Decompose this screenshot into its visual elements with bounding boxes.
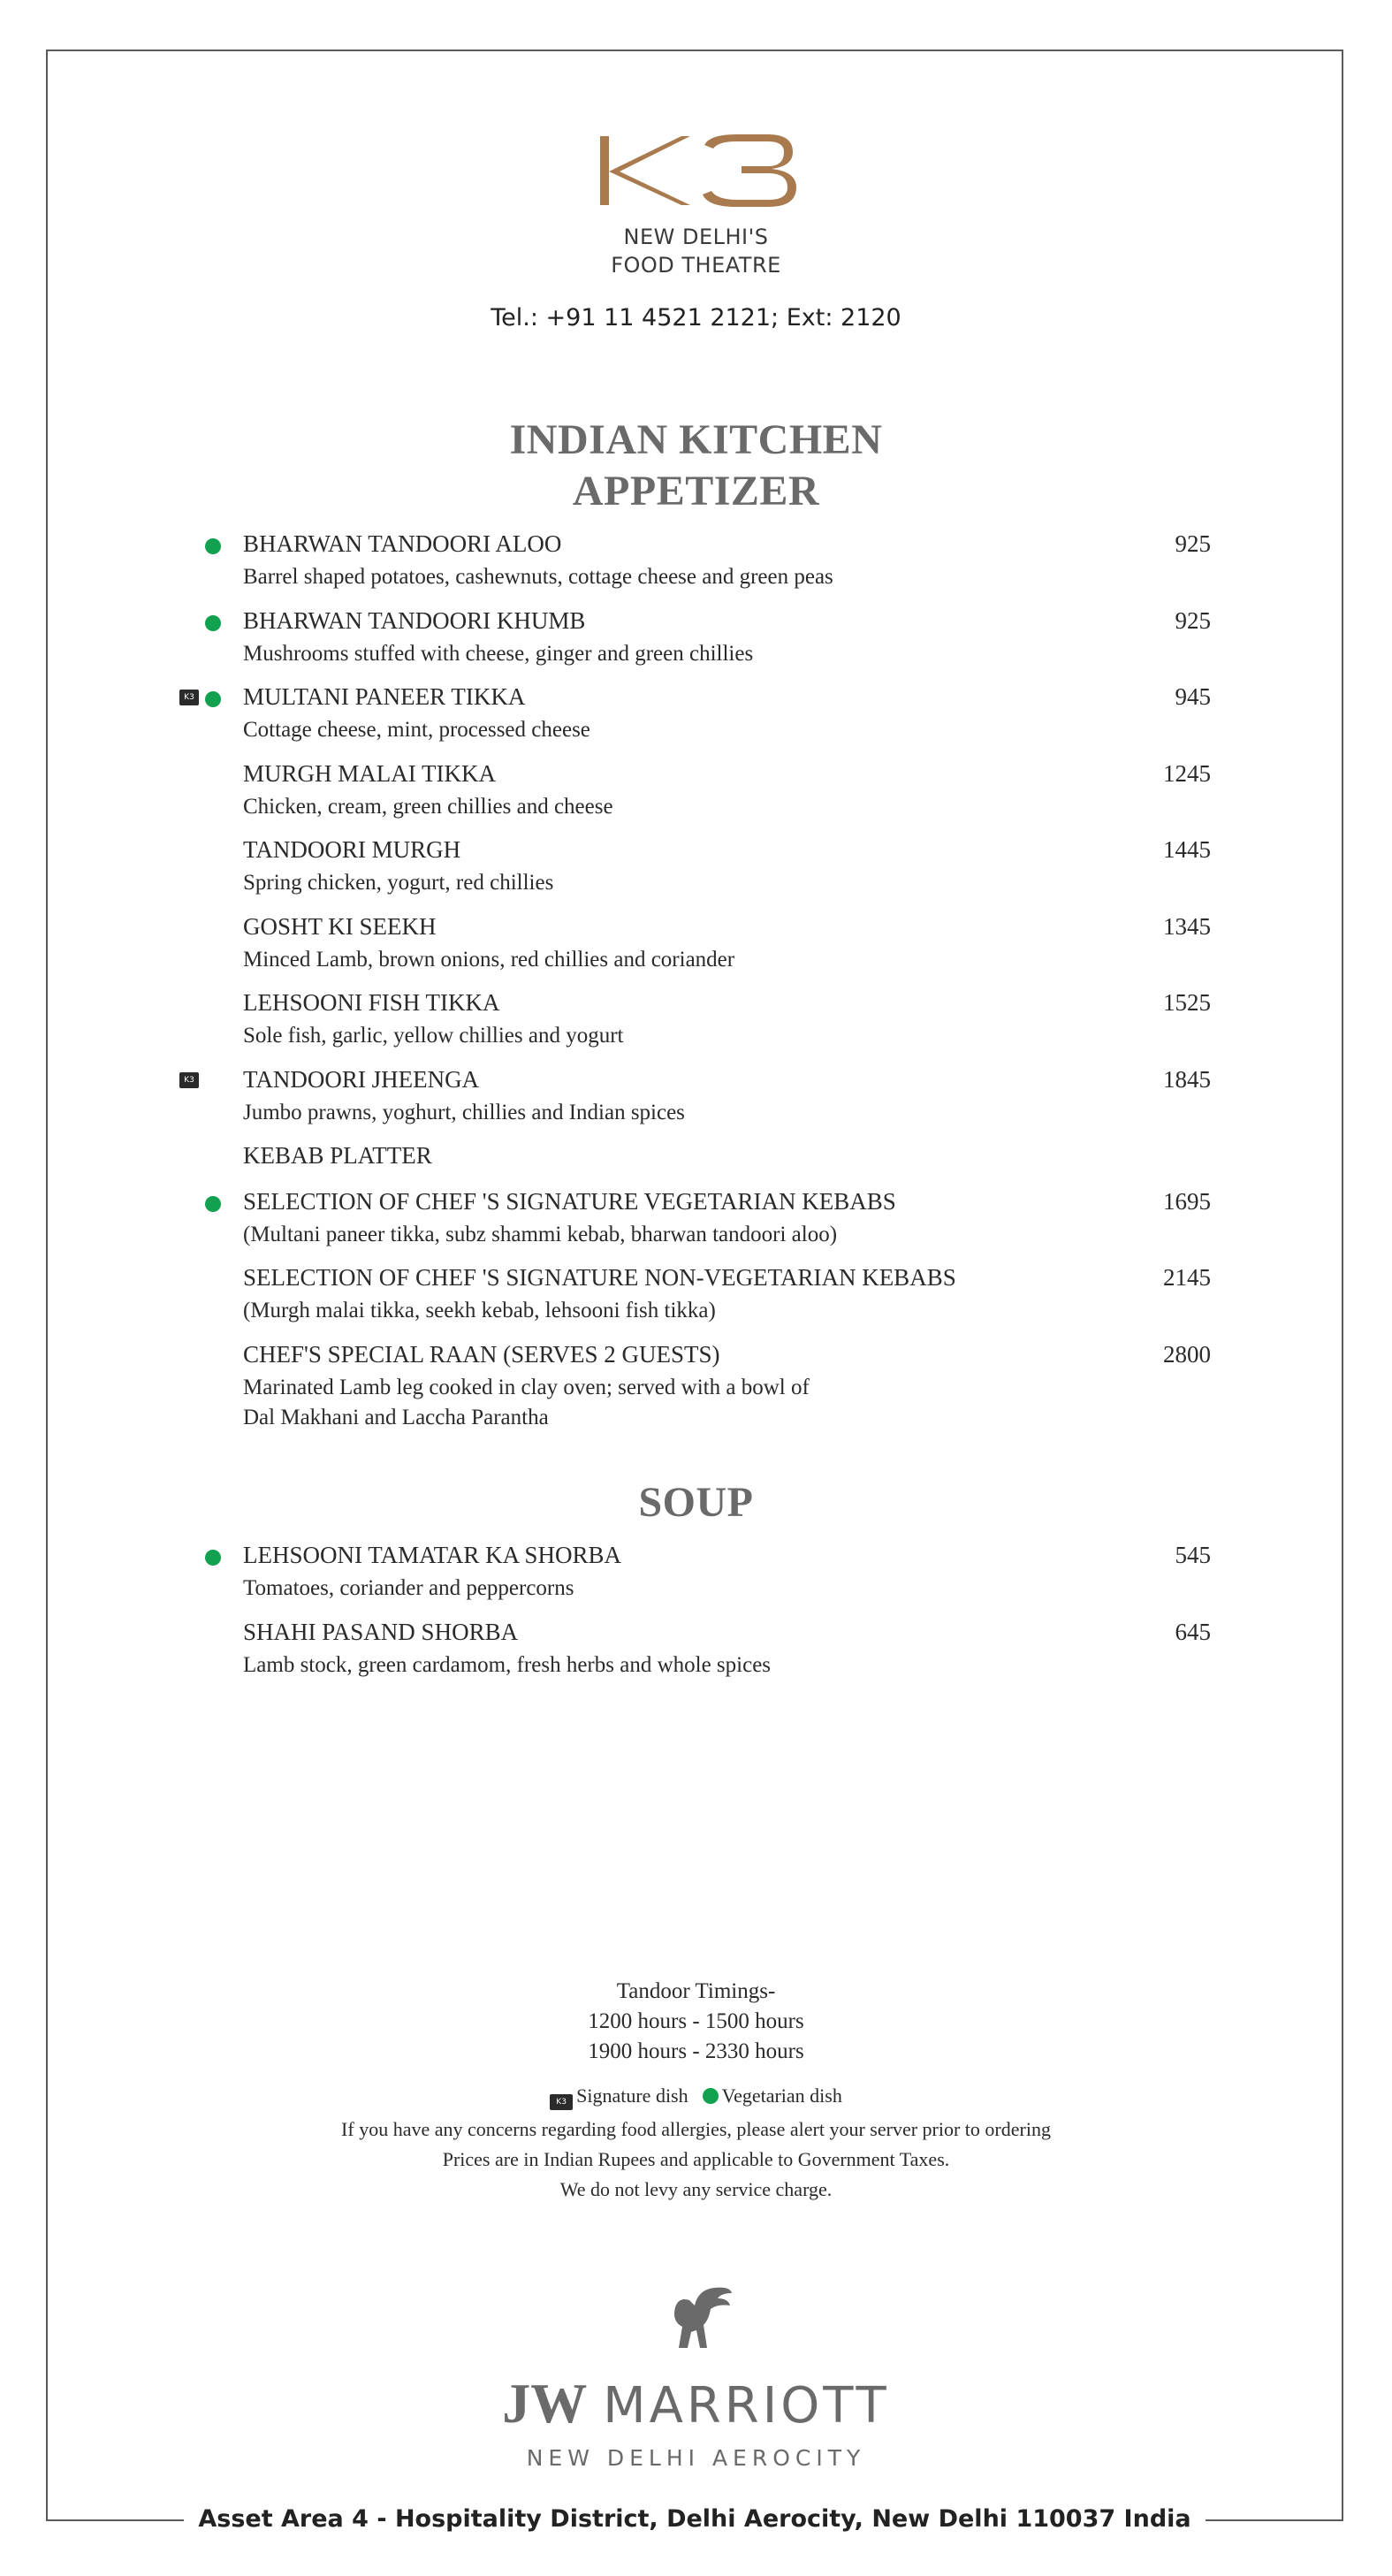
item-description: Spring chicken, yogurt, red chillies <box>243 871 554 895</box>
section-title-kitchen: INDIAN KITCHEN <box>509 416 883 463</box>
item-name: SELECTION OF CHEF 'S SIGNATURE VEGETARIAN KEBABS <box>243 1188 896 1215</box>
item-description: Mushrooms stuffed with cheese, ginger and green chillies <box>243 642 754 666</box>
timing-lunch: 1200 hours - 1500 hours <box>588 2009 804 2033</box>
veg-indicator-icon <box>205 1196 221 1212</box>
service-charge-note: We do not levy any service charge. <box>559 2178 833 2200</box>
item-description: (Murgh malai tikka, seekh kebab, lehsooni fish tikka) <box>243 1299 716 1322</box>
item-price: 2145 <box>1163 1264 1211 1291</box>
item-price: 1525 <box>1163 989 1211 1016</box>
item-price: 645 <box>1175 1619 1211 1645</box>
item-name: GOSHT KI SEEKH <box>243 913 437 940</box>
legend <box>0 2084 1392 2110</box>
item-price: 945 <box>1175 683 1211 710</box>
item-name: BHARWAN TANDOORI KHUMB <box>243 607 586 634</box>
item-description: Minced Lamb, brown onions, red chillies and coriander <box>243 948 735 972</box>
timings-title: Tandoor Timings- <box>616 1979 776 2003</box>
veg-indicator-icon <box>205 538 221 554</box>
item-description: Marinated Lamb leg cooked in clay oven; served with a bowl of <box>243 1376 810 1399</box>
brand-location: NEW DELHI AEROCITY <box>526 2445 866 2471</box>
tandoor-timings <box>0 1977 1392 2067</box>
item-price: 1245 <box>1163 760 1211 787</box>
item-description: Sole fish, garlic, yellow chillies and yogurt <box>243 1024 624 1048</box>
item-name: LEHSOONI TAMATAR KA SHORBA <box>243 1542 621 1568</box>
price-note: Prices are in Indian Rupees and applicable to Government Taxes. <box>442 2148 950 2170</box>
veg-indicator-icon <box>703 2088 719 2104</box>
item-name: LEHSOONI FISH TIKKA <box>243 989 500 1016</box>
item-price: 1695 <box>1163 1188 1211 1215</box>
k3-logo-mark <box>595 133 798 209</box>
item-name: CHEF'S SPECIAL RAAN (SERVES 2 GUESTS) <box>243 1341 720 1368</box>
item-price: 1845 <box>1163 1066 1211 1093</box>
timing-dinner: 1900 hours - 2330 hours <box>588 2039 804 2063</box>
signature-dish-icon: K3 <box>179 1072 199 1088</box>
address-bar <box>46 2505 1343 2533</box>
item-price: 925 <box>1175 607 1211 634</box>
item-description: (Multani paneer tikka, subz shammi kebab, bharwan tandoori aloo) <box>243 1223 838 1246</box>
item-name: SELECTION OF CHEF 'S SIGNATURE NON-VEGETARIAN KEBABS <box>243 1264 956 1291</box>
veg-indicator-icon <box>205 691 221 707</box>
footer-notes <box>0 2115 1392 2205</box>
address: Asset Area 4 - Hospitality District, Delhi Aerocity, New Delhi 110037 India <box>184 2505 1205 2533</box>
section-title-appetizer: APPETIZER <box>572 468 820 514</box>
item-price: 925 <box>1175 530 1211 557</box>
item-description: Jumbo prawns, yoghurt, chillies and Indian spices <box>243 1101 685 1124</box>
item-price: 545 <box>1175 1542 1211 1568</box>
item-name: SHAHI PASAND SHORBA <box>243 1619 519 1645</box>
veg-indicator-icon <box>205 1550 221 1566</box>
brand-marriott: MARRIOTT <box>603 2377 890 2435</box>
item-name: BHARWAN TANDOORI ALOO <box>243 530 562 557</box>
veg-indicator-icon <box>205 615 221 631</box>
item-description: Chicken, cream, green chillies and cheese <box>243 795 613 819</box>
legend-veg-label: Vegetarian dish <box>721 2084 842 2107</box>
item-description: Cottage cheese, mint, processed cheese <box>243 718 590 742</box>
item-name: TANDOORI JHEENGA <box>243 1066 480 1093</box>
section-title-soup: SOUP <box>638 1479 754 1526</box>
allergy-note: If you have any concerns regarding food allergies, please alert your server prior to ordering <box>341 2118 1051 2140</box>
item-name: MURGH MALAI TIKKA <box>243 760 496 787</box>
k3-logo <box>0 133 1392 209</box>
item-description: Lamb stock, green cardamom, fresh herbs and whole spices <box>243 1653 772 1677</box>
telephone: Tel.: +91 11 4521 2121; Ext: 2120 <box>491 304 901 332</box>
item-name: TANDOORI MURGH <box>243 836 461 863</box>
signature-dish-icon: K3 <box>179 690 199 705</box>
tagline-line1: NEW DELHI'S <box>623 225 769 249</box>
legend-signature-label: Signature dish <box>576 2084 688 2107</box>
jw-marriott-logo <box>0 2371 1392 2436</box>
item-description: Tomatoes, coriander and peppercorns <box>243 1576 574 1600</box>
brand-jw: JW <box>502 2372 588 2435</box>
item-price: 1345 <box>1163 913 1211 940</box>
item-price: 2800 <box>1163 1341 1211 1368</box>
griffin-logo-icon <box>0 2281 1392 2351</box>
tagline-line2: FOOD THEATRE <box>611 253 781 278</box>
item-description-line2: Dal Makhani and Laccha Parantha <box>243 1406 549 1429</box>
item-price: 1445 <box>1163 836 1211 863</box>
platter-heading: KEBAB PLATTER <box>243 1142 432 1169</box>
signature-dish-icon: K3 <box>550 2094 573 2110</box>
item-description: Barrel shaped potatoes, cashewnuts, cottage cheese and green peas <box>243 565 833 589</box>
item-name: MULTANI PANEER TIKKA <box>243 683 526 710</box>
